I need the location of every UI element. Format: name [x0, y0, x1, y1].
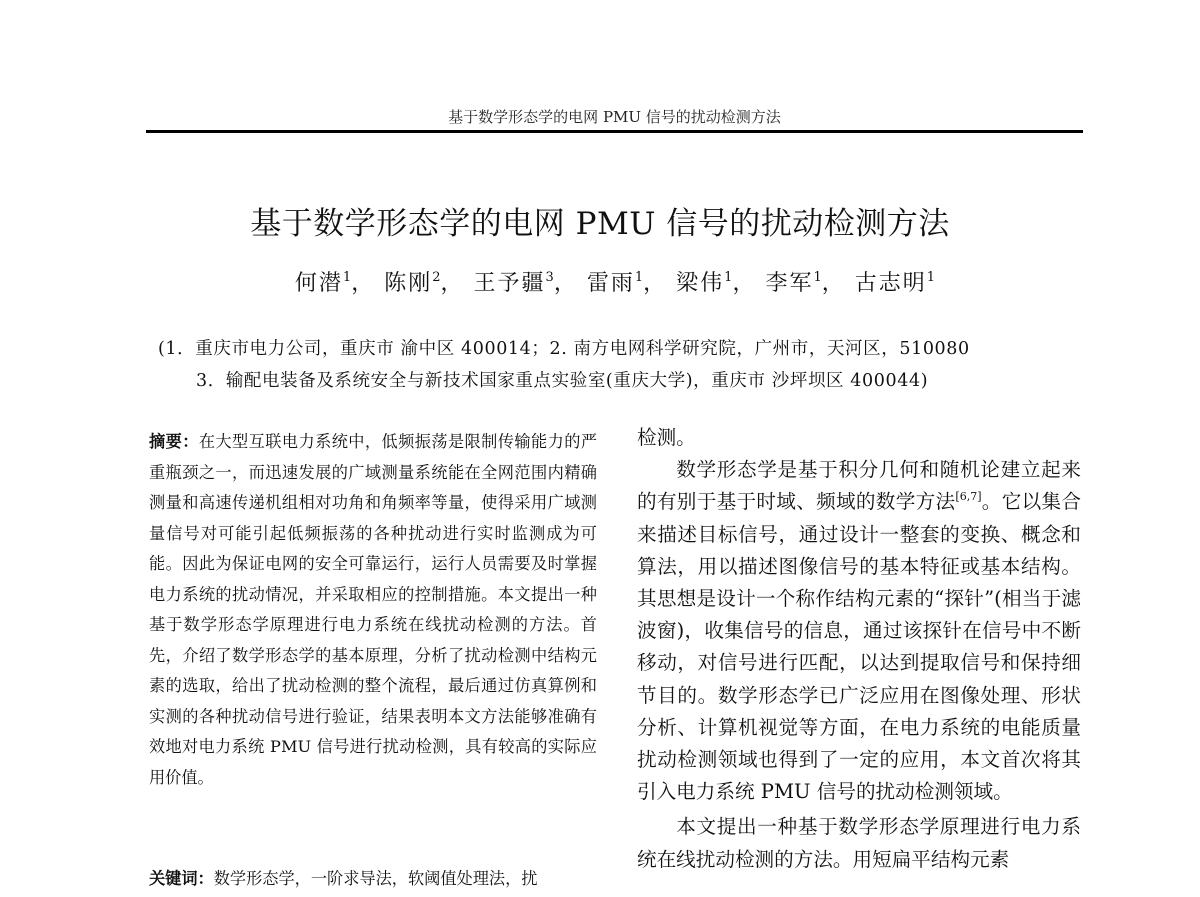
- keywords: [149, 864, 597, 894]
- paper-title: 基于数学形态学的电网 PMU 信号的扰动检测方法: [250, 206, 950, 242]
- affiliation-line-2: 3．输配电装备及系统安全与新技术国家重点实验室(重庆大学)，重庆市 沙坪坝区 400044): [196, 371, 929, 391]
- paragraph-text: 。它以集合来描述目标信号，通过设计一整套的变换、概念和算法，用以描述图像信号的基本特征或基本结构。其思想是设计一个称作结构元素的“探针”(相当于滤波窗)，收集信号的信息，通过该探针在信号中不断移动，对信号进行匹配，以达到提取信号和保持细节目的。数学形态学已广泛应用在图像处理、形状分析、计算机视觉等方面，在电力系统的电能质量扰动检测领域也得到了一定的应用，本文首次将其引入电力系统 PMU 信号的扰动检测领域。: [637, 490, 1082, 804]
- author-separator: ，: [553, 271, 578, 296]
- paragraph-method: 本文提出一种基于数学形态学原理进行电力系统在线扰动检测的方法。用短扁平结构元素: [637, 815, 1081, 871]
- author-affil-mark: 1: [813, 270, 822, 285]
- author-affil-mark: 1: [724, 270, 733, 285]
- author-name: 陈刚: [384, 271, 433, 296]
- author-name: 何潜: [294, 271, 343, 296]
- author-affil-mark: 2: [432, 270, 441, 285]
- running-head: 基于数学形态学的电网 PMU 信号的扰动检测方法: [448, 108, 781, 126]
- author-separator: ，: [821, 271, 846, 296]
- author-name: 梁伟: [676, 271, 725, 296]
- citation-ref: [6,7]: [955, 490, 982, 504]
- paragraph-continuation: 检测。: [637, 426, 696, 449]
- abstract: [149, 427, 597, 793]
- abstract-text: 在大型互联电力系统中，低频振荡是限制传输能力的严重瓶颈之一，而迅速发展的广域测量系统能在全网范围内精确测量和高速传递机组相对功角和角频率等量，使得采用广域测量信号对可能引起低频振荡的各种扰动进行实时监测成为可能。因此为保证电网的安全可靠运行，运行人员需要及时掌握电力系统的扰动情况，并采取相应的控制措施。本文提出一种基于数学形态学原理进行电力系统在线扰动检测的方法。首先，介绍了数学形态学的基本原理，分析了扰动检测中结构元素的选取，给出了扰动检测的整个流程，最后通过仿真算例和实测的各种扰动信号进行验证，结果表明本文方法能够准确有效地对电力系统 PMU 信号进行扰动检测，具有较高的实际应用价值。: [149, 432, 598, 787]
- author-affil-mark: 3: [545, 270, 554, 285]
- header-rule: [146, 130, 1083, 133]
- author-separator: ，: [732, 271, 757, 296]
- author-name: 李军: [765, 271, 814, 296]
- keywords-label: 关键词：: [149, 869, 214, 888]
- author-list: [0, 266, 1200, 297]
- author-affil-mark: 1: [634, 270, 644, 285]
- author-separator: ，: [351, 271, 376, 296]
- paragraph-morphology: [637, 454, 1081, 808]
- author-affil-mark: 1: [342, 270, 352, 285]
- affiliation-line-1: (1．重庆市电力公司，重庆市 渝中区 400014；2. 南方电网科学研究院，广州市，天河区，510080: [158, 339, 970, 359]
- abstract-label: 摘要：: [149, 432, 199, 451]
- author-name: 王予疆: [473, 271, 546, 296]
- body-column-right: [637, 422, 1081, 876]
- author-separator: ，: [440, 271, 465, 296]
- author-name: 古志明: [854, 271, 927, 296]
- author-affil-mark: 1: [926, 270, 936, 285]
- keywords-text: 数学形态学，一阶求导法，软阈值处理法，扰: [213, 869, 538, 888]
- author-name: 雷雨: [586, 271, 635, 296]
- paragraph-text: 数学形态学是基于积分几何和随机论建立起来的有别于基于时域、频域的数学方法: [637, 458, 1081, 514]
- author-separator: ，: [643, 271, 668, 296]
